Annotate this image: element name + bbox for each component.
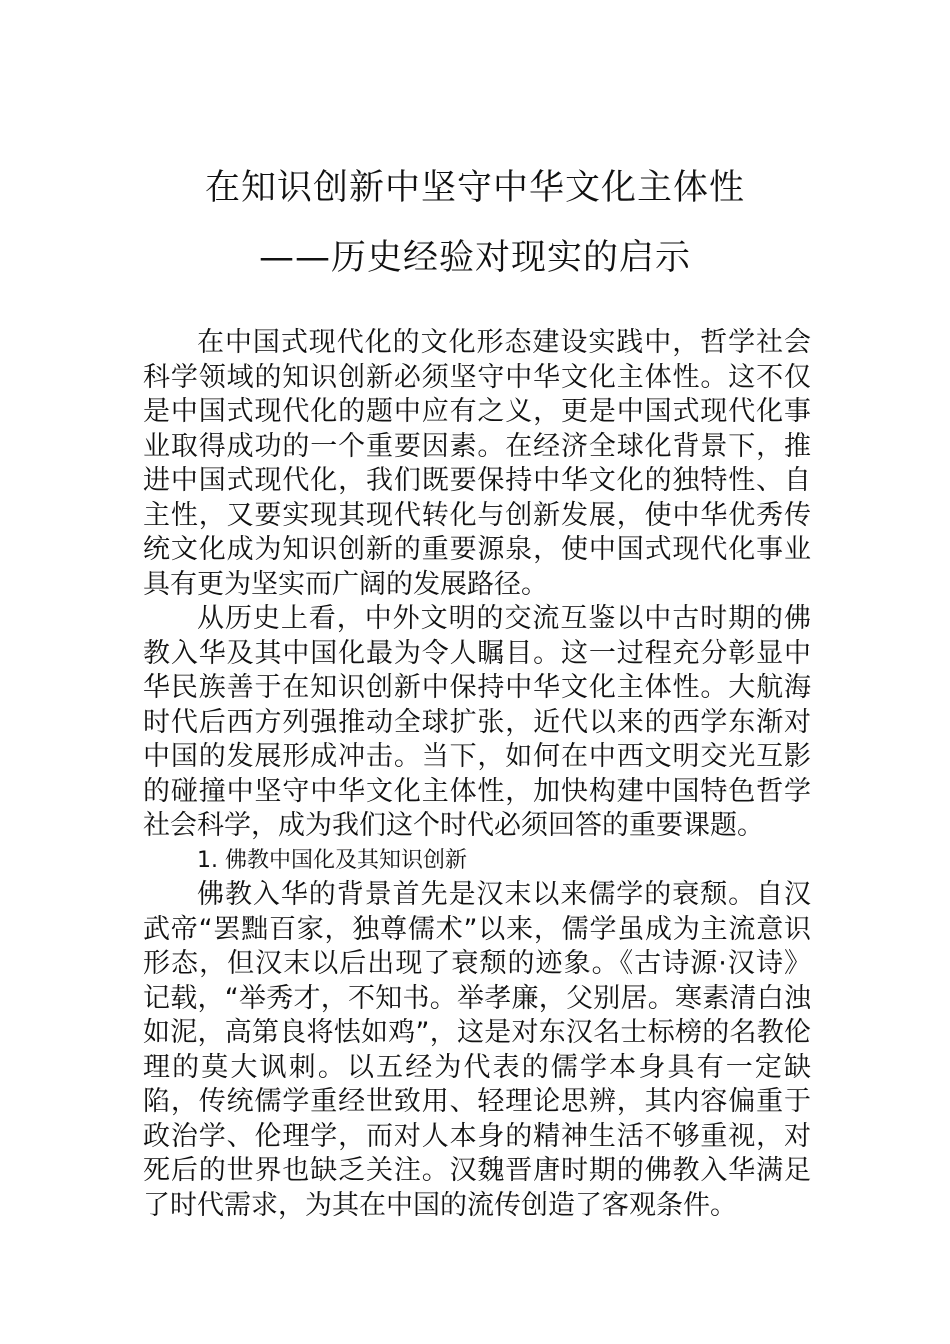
paragraph-3: 佛教入华的背景首先是汉末以来儒学的衰颓。自汉武帝“罢黜百家，独尊儒术”以来，儒学虽成为主流意识形态，但汉末以后出现了衰颓的迹象。《古诗源·汉诗》记载，“举秀才，不知书。举孝廉，父别居。寒素清白浊如泥，高第良将怯如鸡”，这是对东汉名士标榜的名教伦理的莫大讽刺。以五经为代表的儒学本身具有一定缺陷，传统儒学重经世致用、轻理论思辨，其内容偏重于政治学、伦理学，而对人本身的精神生活不够重视，对死后的世界也缺乏关注。汉魏晋唐时期的佛教入华满足了时代需求，为其在中国的流传创造了客观条件。 xyxy=(143,879,811,1221)
document-subtitle: ——历史经验对现实的启示 xyxy=(258,238,691,278)
paragraph-1: 在中国式现代化的文化形态建设实践中，哲学社会科学领域的知识创新必须坚守中华文化主体性。这不仅是中国式现代化的题中应有之义，更是中国式现代化事业取得成功的一个重要因素。在经济全球化背景下，推进中国式现代化，我们既要保持中华文化的独特性、自主性，又要实现其现代转化与创新发展，使中华优秀传统文化成为知识创新的重要源泉，使中国式现代化事业具有更为坚实而广阔的发展路径。 xyxy=(143,327,811,600)
document-title: 在知识创新中坚守中华文化主体性 xyxy=(204,168,745,208)
section-heading: 1. 佛教中国化及其知识创新 xyxy=(197,847,467,873)
paragraph-2: 从历史上看，中外文明的交流互鉴以中古时期的佛教入华及其中国化最为令人瞩目。这一过程充分彰显中华民族善于在知识创新中保持中华文化主体性。大航海时代后西方列强推动全球扩张，近代以来的西学东渐对中国的发展形成冲击。当下，如何在中西文明交光互影的碰撞中坚守中华文化主体性，加快构建中国特色哲学社会科学，成为我们这个时代必须回答的重要课题。 xyxy=(143,603,811,841)
document-body xyxy=(143,326,811,1223)
